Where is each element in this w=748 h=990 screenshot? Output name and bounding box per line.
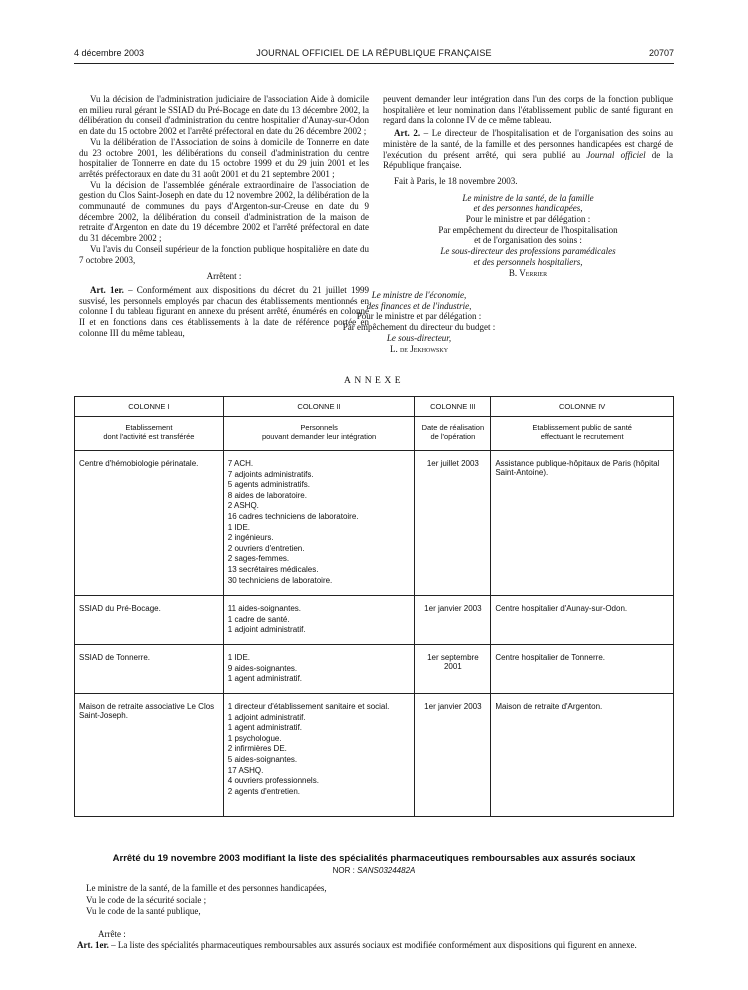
arrete-2-arrete: Arrête : [98, 928, 126, 939]
signature-1-line: Le sous-directeur des professions paramédicales [440, 246, 616, 257]
arrete-2-line: Vu le code de la santé publique, [86, 906, 201, 916]
article-2-end: de la République française. [383, 149, 673, 171]
visa-paragraph-2: Vu la délibération de l'Association de soins à domicile de Tonnerre en date du 23 octobre 2001, les délibérations du conseil d'administration du centre hospitalier de Tonnerre en date du 15 octobre 1999 et du 29 juin 2001 et les arrêtés préfectoraux en date du 31 août 2001 et du 21 septembre 2001 ; [79, 136, 369, 179]
visa-paragraph-3: Vu la décision de l'assemblée générale extraordinaire de l'association de gestion du Clos Saint-Joseph en date du 12 novembre 2002, la délibération de la communauté de communes du pays d'Argenton-sur-Creuse en date du 9 décembre 2002, la délibération du conseil d'administration de la maison de retraite d'Argenton en date du 19 décembre 2002 et l'arrêté préfectoral en date du 31 décembre 2002 ; [79, 179, 369, 244]
article-1-text: – Conformément aux dispositions du décret du 21 juillet 1999 susvisé, les personnels employés par chacun des établissements mentionnés en colonne I du tableau figurant en annexe du présent arrêté, énumérés en colonne II et en fonctions dans ces établissements à la date de référence portée en colonne III du même tableau, [79, 284, 369, 338]
visa-paragraph-4: Vu l'avis du Conseil supérieur de la fonction publique hospitalière en date du 7 octobre 2003, [79, 243, 369, 265]
recruteur-cell: Maison de retraite d'Argenton. [491, 694, 674, 817]
column-header: COLONNE I [75, 397, 224, 417]
personnels-cell [223, 694, 415, 817]
personnel-item: 1 agent administratif. [227, 723, 303, 733]
signature-2-line: Pour le ministre et par délégation : [356, 311, 482, 322]
personnel-item: 16 cadres techniciens de laboratoire. [227, 511, 359, 521]
signature-1-line: Pour le ministre et par délégation : [465, 214, 591, 225]
personnels-cell [223, 645, 415, 694]
annexe-table [74, 396, 674, 817]
article-1-label: Art. 1er. [90, 284, 124, 295]
arretent-heading: Arrêtent : [206, 271, 242, 282]
left-column [79, 94, 369, 338]
signature-2-line: des finances et de l'industrie, [366, 300, 472, 311]
nor-reference [0, 866, 748, 875]
subheader-line: Etablissement [125, 423, 173, 432]
date-cell: 1er janvier 2003 [415, 694, 491, 817]
header-date: 4 décembre 2003 [74, 48, 145, 58]
etablissement-cell: SSIAD de Tonnerre. [75, 645, 224, 694]
etablissement-cell: SSIAD du Pré-Bocage. [75, 596, 224, 645]
personnel-item: 30 techniciens de laboratoire. [227, 575, 333, 585]
column-header: COLONNE IV [491, 397, 674, 417]
arrete-2-article-1-text: – La liste des spécialités pharmaceutiques remboursables aux assurés sociaux est modifiée conformément aux dispositions qui figurent en annexe. [108, 940, 637, 950]
table-row [75, 451, 674, 596]
signature-2-line: Le ministre de l'économie, [371, 290, 467, 300]
annexe-title: ANNEXE [343, 376, 405, 386]
continuation-paragraph: peuvent demander leur intégration dans l'un des corps de la fonction publique hospitalière et leur nomination dans l'établissement public de santé figurant en regard dans la colonne IV de ce même tableau. [383, 94, 673, 126]
subheader-cell [223, 417, 415, 451]
signature-2-name: L. de Jekhowsky [389, 343, 449, 354]
date-cell: 1er septembre 2001 [415, 645, 491, 694]
personnel-item: 5 aides-soignantes. [227, 754, 298, 764]
table-row [75, 645, 674, 694]
visa-paragraph-1: Vu la décision de l'administration judiciaire de l'association Aide à domicile en milieu rural gérant le SSIAD du Pré-Bocage en date du 13 décembre 2002, la délibération du conseil d'administration du centre hospitalier d'Aunay-sur-Odon en date du 15 octobre 2002 et l'arrêté préfectoral en date du 26 décembre 2002 ; [79, 94, 369, 137]
etablissement-cell: Maison de retraite associative Le Clos Saint-Joseph. [75, 694, 224, 817]
personnel-item: 11 aides-soignantes. [227, 604, 301, 613]
article-2-journal: Journal officiel [586, 149, 646, 160]
personnel-item: 4 ouvriers professionnels. [227, 776, 319, 786]
subheader-cell [75, 417, 224, 451]
subheader-cell [415, 417, 491, 451]
personnel-item: 9 aides-soignantes. [227, 663, 298, 673]
table-row [75, 694, 674, 817]
signature-2-line: Par empêchement du directeur du budget : [342, 322, 496, 333]
arrete-2-title: Arrêté du 19 novembre 2003 modifiant la liste des spécialités pharmaceutiques remboursables aux assurés sociaux [112, 853, 636, 864]
article-2-label: Art. 2. [394, 128, 421, 139]
arrete-2-line: Vu le code de la sécurité sociale ; [86, 894, 207, 905]
personnel-item: 2 sages-femmes. [227, 554, 290, 564]
recruteur-cell: Centre hospitalier de Tonnerre. [491, 645, 674, 694]
signature-1-line: et de l'organisation des soins : [474, 235, 582, 246]
nor-label: NOR : [332, 866, 355, 875]
date-cell: 1er juillet 2003 [415, 451, 491, 596]
table-header-row [75, 397, 674, 417]
subheader-line: Personnels [300, 423, 338, 432]
subheader-line: dont l'activité est transférée [103, 432, 195, 441]
signature-block-2 [329, 290, 509, 354]
article-2-paragraph [383, 128, 673, 171]
header-page-number: 20707 [648, 48, 674, 58]
personnel-item: 1 psychologue. [227, 733, 282, 743]
personnel-item: 1 agent administratif. [227, 674, 303, 684]
personnel-item: 1 IDE. [227, 522, 250, 532]
personnel-item: 7 adjoints administratifs. [227, 469, 314, 479]
right-column [383, 94, 673, 278]
personnel-item: 2 ASHQ. [227, 501, 259, 511]
personnel-item: 2 ouvriers d'entretien. [227, 543, 305, 553]
personnel-item: 8 aides de laboratoire. [227, 490, 307, 500]
personnels-cell [223, 596, 415, 645]
personnel-item: 17 ASHQ. [227, 765, 264, 775]
nor-code: SANS0324482A [357, 866, 416, 875]
page-header [74, 48, 674, 62]
date-cell: 1er janvier 2003 [415, 596, 491, 645]
subheader-line: Etablissement public de santé [532, 423, 632, 432]
arrete-2-body [77, 883, 674, 952]
personnel-item: 13 secrétaires médicales. [227, 564, 319, 574]
column-header: COLONNE II [223, 397, 415, 417]
subheader-line: de l'opération [430, 432, 476, 441]
etablissement-cell: Centre d'hémobiologie périnatale. [75, 451, 224, 596]
signature-1-name: B. Verrier [508, 267, 548, 278]
arrete-2-article-1-label: Art. 1er. [77, 940, 109, 950]
arrete-2-article-1 [77, 940, 674, 952]
signature-1-line: Par empêchement du directeur de l'hospitalisation [438, 224, 618, 235]
personnel-item: 1 cadre de santé. [227, 614, 290, 624]
article-2-text: – Le directeur de l'hospitalisation et de l'organisation des soins au ministère de la santé, de la famille et des personnes handicapées est chargé de l'exécution du présent arrêté, qui sera publié au [383, 128, 673, 160]
signature-1-line: et des personnels hospitaliers, [473, 256, 583, 267]
personnel-item: 5 agents administratifs. [227, 480, 311, 490]
personnel-item: 1 adjoint administratif. [227, 712, 306, 722]
article-1-paragraph [79, 285, 369, 339]
subheader-line: effectuant le recrutement [540, 432, 624, 441]
personnels-cell [223, 451, 415, 596]
personnel-item: 2 infirmières DE. [227, 744, 287, 754]
recruteur-cell: Centre hospitalier d'Aunay-sur-Odon. [491, 596, 674, 645]
header-rule [74, 63, 674, 64]
subheader-line: pouvant demander leur intégration [261, 432, 377, 441]
table-subheader-row [75, 417, 674, 451]
signature-block-1 [383, 193, 673, 279]
personnel-item: 1 IDE. [227, 653, 250, 662]
subheader-cell [491, 417, 674, 451]
signature-2-line: Le sous-directeur, [386, 332, 452, 343]
header-journal-title: JOURNAL OFFICIEL DE LA RÉPUBLIQUE FRANÇAISE [256, 48, 492, 58]
table-row [75, 596, 674, 645]
fait-a-paris: Fait à Paris, le 18 novembre 2003. [394, 175, 518, 186]
signature-1-line: Le ministre de la santé, de la famille [462, 192, 594, 203]
signature-1-line: et des personnes handicapées, [473, 203, 583, 214]
subheader-line: Date de réalisation [421, 423, 485, 432]
personnel-item: 2 agents d'entretien. [227, 786, 301, 796]
personnel-item: 7 ACH. [227, 459, 254, 468]
column-header: COLONNE III [415, 397, 491, 417]
personnel-item: 1 adjoint administratif. [227, 625, 306, 635]
arrete-2-line: Le ministre de la santé, de la famille et des personnes handicapées, [86, 883, 327, 893]
recruteur-cell: Assistance publique-hôpitaux de Paris (hôpital Saint-Antoine). [491, 451, 674, 596]
personnel-item: 2 ingénieurs. [227, 533, 274, 543]
personnel-item: 1 directeur d'établissement sanitaire et social. [227, 702, 390, 711]
